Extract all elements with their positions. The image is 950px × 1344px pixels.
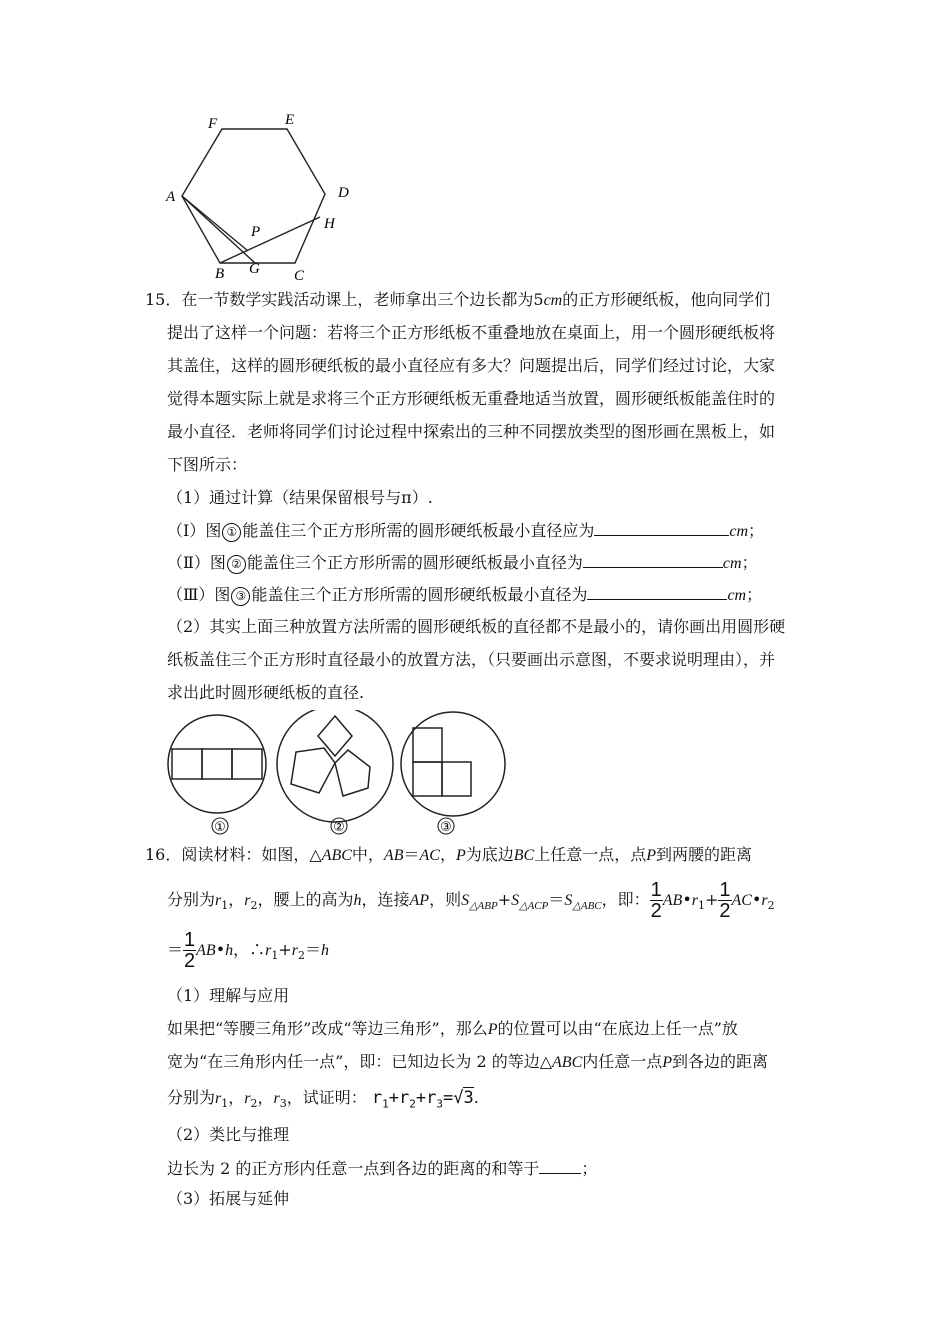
- q15-roman1: （Ⅰ）图 ① 能盖住三个正方形所需的圆形硬纸板最小直径应为 cm；: [167, 521, 765, 540]
- label-B: B: [215, 266, 225, 282]
- answer-blank-3[interactable]: [587, 583, 727, 600]
- q15-sub2-line1: （2）其实上面三种放置方法所需的圆形硬纸板的直径都不是最小的，请你画出用圆形硬: [167, 617, 786, 636]
- q16-p4: 边长为 2 的正方形内任意一点到各边的距离的和等于 ；: [167, 1159, 598, 1178]
- q15-line4: 觉得本题实际上就是求将三个正方形硬纸板无重叠地适当放置，圆形硬纸板能盖住时的: [167, 389, 776, 408]
- square-fig3-top: [413, 728, 442, 762]
- sqrt-icon: √: [453, 1088, 464, 1108]
- label-A: A: [166, 189, 176, 205]
- circled-2-icon: ②: [227, 555, 246, 574]
- q15-number: 15．: [145, 290, 182, 309]
- q15-sub2-line2: 纸板盖住三个正方形时直径最小的放置方法，（只要画出示意图，不要求说明理由），并: [167, 650, 776, 669]
- proof-formula: $r_1+r_2+r_3=√3$: [371, 1088, 474, 1111]
- q16-line1: 16．阅读材料：如图，△ABC中，AB＝AC，P为底边BC上任意一点，点P到两腰的距离: [145, 845, 753, 864]
- label-P: P: [251, 224, 261, 240]
- fraction-half: $\frac{1}{2}$: [184, 929, 196, 972]
- hexagon-outline: [182, 129, 325, 263]
- circle-fig1: [168, 715, 266, 813]
- q16-number: 16．: [145, 845, 182, 864]
- q16-p3: 分别为$r_1$，$r_2$，$r_3$，试证明： $r_1+r_2+r_3=√3$.: [167, 1088, 479, 1111]
- q16-sub2: （2）类比与推理: [167, 1125, 290, 1144]
- label-H: H: [324, 216, 335, 232]
- label-G: G: [249, 261, 260, 277]
- fraction-half: $\frac{1}{2}$: [719, 879, 731, 922]
- square-fig3-bl: [413, 762, 442, 796]
- square-fig2-left: [291, 748, 335, 793]
- square-fig3-br: [442, 762, 471, 796]
- q15-line6: 下图所示：: [167, 455, 248, 474]
- answer-blank-1[interactable]: [594, 519, 729, 536]
- answer-blank-2[interactable]: [583, 551, 723, 568]
- square-fig1-b: [202, 749, 232, 779]
- fig3-label: ③: [440, 820, 452, 835]
- circled-1-icon: ①: [222, 523, 241, 542]
- q15-sub2-line3: 求出此时圆形硬纸板的直径.: [167, 683, 365, 702]
- q15-roman2: （Ⅱ）图 ② 能盖住三个正方形所需的圆形硬纸板最小直径为 cm；: [167, 553, 758, 572]
- q15-line5: 最小直径．老师将同学们讨论过程中探索出的三种不同摆放类型的图形画在黑板上，如: [167, 422, 776, 441]
- q16-p2: 宽为“在三角形内任一点”，即：已知边长为 2 的等边△ABC内任意一点P到各边的距离: [167, 1052, 769, 1071]
- label-C: C: [294, 268, 305, 283]
- fig2-label: ②: [333, 820, 345, 835]
- label-D: D: [338, 185, 349, 201]
- segment-AP-H: [182, 196, 248, 251]
- q16-line2: 分别为$r_1$，$r_2$，腰上的高为h，连接AP，则$S_{\triangle ABP}+S_{\triangle ACP}=S_{\triangle ABC}$，即： $\frac{1}{2}$ $AB•r_1+$ $\frac{1}{2}$ $AC•r_2$: [167, 879, 775, 922]
- q15-line2: 提出了这样一个问题：若将三个正方形纸板不重叠地放在桌面上，用一个圆形硬纸板将: [167, 323, 776, 342]
- segment-AG: [182, 196, 255, 263]
- square-fig2-top: [318, 716, 352, 756]
- fig1-label: ①: [214, 820, 226, 835]
- q15-line3: 其盖住，这样的圆形硬纸板的最小直径应有多大？问题提出后，同学们经过讨论，大家: [167, 356, 776, 375]
- circled-3-icon: ③: [231, 587, 250, 606]
- square-fig1-c: [232, 749, 262, 779]
- q16-sub3: （3）拓展与延伸: [167, 1189, 290, 1208]
- fraction-half: $\frac{1}{2}$: [650, 879, 662, 922]
- q16-sub1: （1）理解与应用: [167, 986, 290, 1005]
- q16-p1: 如果把“等腰三角形”改成“等边三角形”，那么P的位置可以由“在底边上任一点”放: [167, 1019, 738, 1038]
- q15-line1: 15．在一节数学实践活动课上，老师拿出三个边长都为5cm的正方形硬纸板，他向同学们: [145, 290, 771, 309]
- square-fig2-right: [335, 750, 370, 796]
- q15-roman3: （Ⅲ）图 ③ 能盖住三个正方形所需的圆形硬纸板最小直径为 cm；: [167, 585, 763, 604]
- q15-sub1: （1）通过计算（结果保留根号与π）.: [167, 488, 433, 507]
- square-fig1-a: [172, 749, 202, 779]
- hexagon-figure: [160, 108, 360, 283]
- answer-blank-4[interactable]: [539, 1157, 581, 1174]
- q16-line3: ＝ $\frac{1}{2}$ AB•h，$\therefore r_1+r_2=h$: [167, 929, 330, 972]
- label-E: E: [285, 112, 295, 128]
- three-circles-figure: [160, 710, 510, 840]
- label-F: F: [208, 116, 218, 132]
